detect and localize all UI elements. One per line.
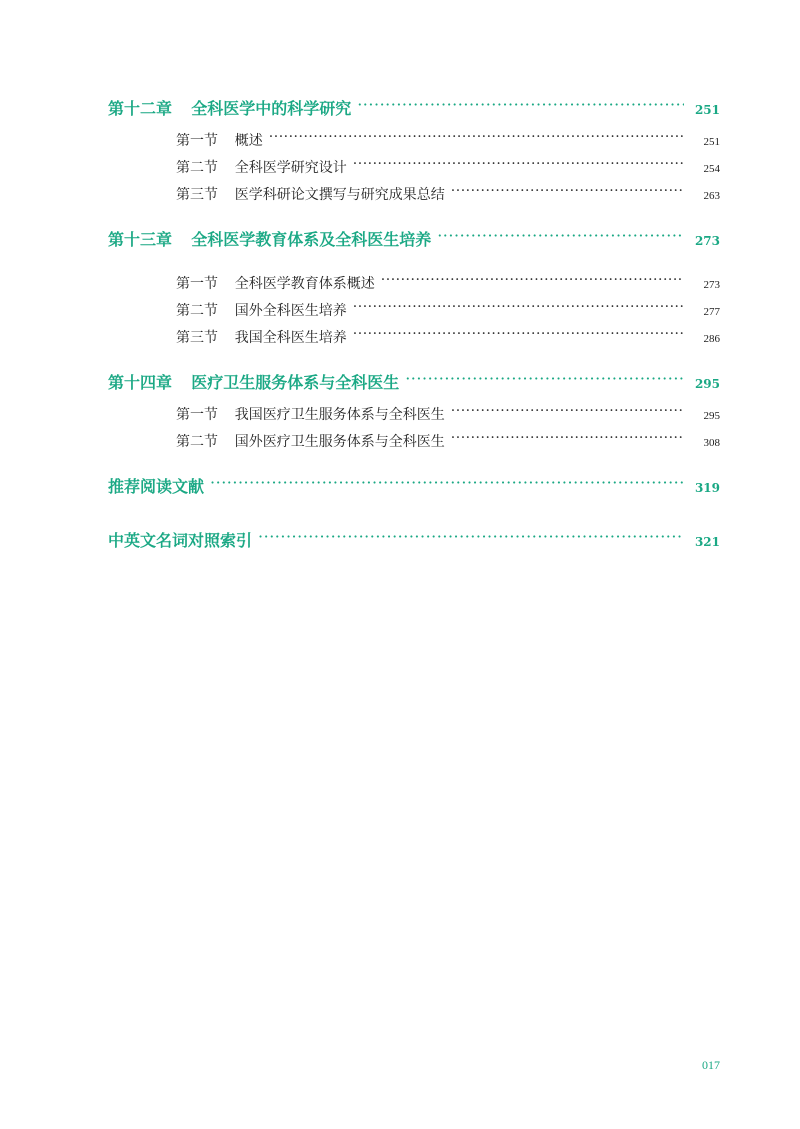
section-number: 第二节 — [176, 434, 218, 450]
appendix-page: 321 — [694, 535, 720, 549]
section-page: 295 — [703, 410, 720, 422]
section-title: 全科医学教育体系概述 — [234, 276, 375, 292]
section-title: 国外医疗卫生服务体系与全科医生 — [234, 434, 445, 450]
toc-chapter-13[interactable] — [108, 227, 720, 253]
toc-section[interactable] — [108, 273, 720, 300]
chapter-number: 第十四章 — [108, 373, 173, 392]
table-of-contents — [108, 96, 720, 554]
chapter-title: 医疗卫生服务体系与全科医生 — [191, 373, 400, 392]
toc-chapter-14[interactable] — [108, 370, 720, 396]
toc-section[interactable] — [108, 157, 720, 184]
section-title: 概述 — [234, 133, 263, 149]
chapter-title: 全科医学教育体系及全科医生培养 — [191, 230, 432, 249]
chapter-number: 第十三章 — [108, 230, 173, 249]
chapter-label — [108, 96, 351, 119]
leader-dots — [269, 131, 684, 145]
toc-appendix-reading[interactable] — [108, 474, 720, 500]
leader-dots — [381, 274, 684, 288]
section-label — [176, 273, 375, 293]
leader-dots — [451, 432, 684, 446]
chapter-page: 251 — [694, 103, 720, 117]
chapter-title: 全科医学中的科学研究 — [191, 99, 352, 118]
toc-section[interactable] — [108, 184, 720, 211]
page-number: 017 — [702, 1058, 720, 1072]
section-label — [176, 130, 263, 150]
leader-dots — [357, 98, 684, 114]
toc-section[interactable] — [108, 130, 720, 157]
section-label — [176, 327, 347, 347]
leader-dots — [451, 405, 684, 419]
appendix-page: 319 — [694, 481, 720, 495]
section-title: 我国全科医生培养 — [234, 330, 347, 346]
section-label — [176, 184, 445, 204]
section-title: 全科医学研究设计 — [234, 160, 347, 176]
section-label — [176, 157, 347, 177]
section-page: 273 — [703, 279, 720, 291]
section-page: 308 — [703, 437, 720, 449]
section-label — [176, 300, 347, 320]
toc-section[interactable] — [108, 327, 720, 354]
toc-appendix-index[interactable] — [108, 528, 720, 554]
leader-dots — [210, 476, 684, 492]
leader-dots — [437, 229, 684, 245]
chapter-page: 273 — [694, 234, 720, 248]
section-page: 263 — [703, 190, 720, 202]
section-page: 277 — [703, 306, 720, 318]
section-number: 第二节 — [176, 160, 218, 176]
section-label — [176, 404, 445, 424]
chapter-page: 295 — [694, 377, 720, 391]
toc-chapter-12[interactable] — [108, 96, 720, 122]
leader-dots — [353, 158, 684, 172]
section-page: 286 — [703, 333, 720, 345]
leader-dots — [451, 185, 684, 199]
toc-section[interactable] — [108, 300, 720, 327]
section-label — [176, 431, 445, 451]
chapter-label — [108, 370, 399, 393]
appendix-title: 推荐阅读文献 — [108, 477, 205, 496]
chapter-number: 第十二章 — [108, 99, 173, 118]
section-number: 第三节 — [176, 330, 218, 346]
leader-dots — [353, 301, 684, 315]
appendix-title: 中英文名词对照索引 — [108, 531, 253, 550]
section-number: 第一节 — [176, 276, 218, 292]
section-page: 254 — [703, 163, 720, 175]
toc-section[interactable] — [108, 404, 720, 431]
section-number: 第一节 — [176, 133, 218, 149]
leader-dots — [258, 530, 684, 546]
section-title: 医学科研论文撰写与研究成果总结 — [234, 187, 445, 203]
section-number: 第二节 — [176, 303, 218, 319]
section-number: 第三节 — [176, 187, 218, 203]
leader-dots — [405, 372, 684, 388]
leader-dots — [353, 328, 684, 342]
section-number: 第一节 — [176, 407, 218, 423]
section-title: 我国医疗卫生服务体系与全科医生 — [234, 407, 445, 423]
toc-section[interactable] — [108, 431, 720, 458]
section-title: 国外全科医生培养 — [234, 303, 347, 319]
chapter-label — [108, 227, 431, 250]
section-page: 251 — [703, 136, 720, 148]
